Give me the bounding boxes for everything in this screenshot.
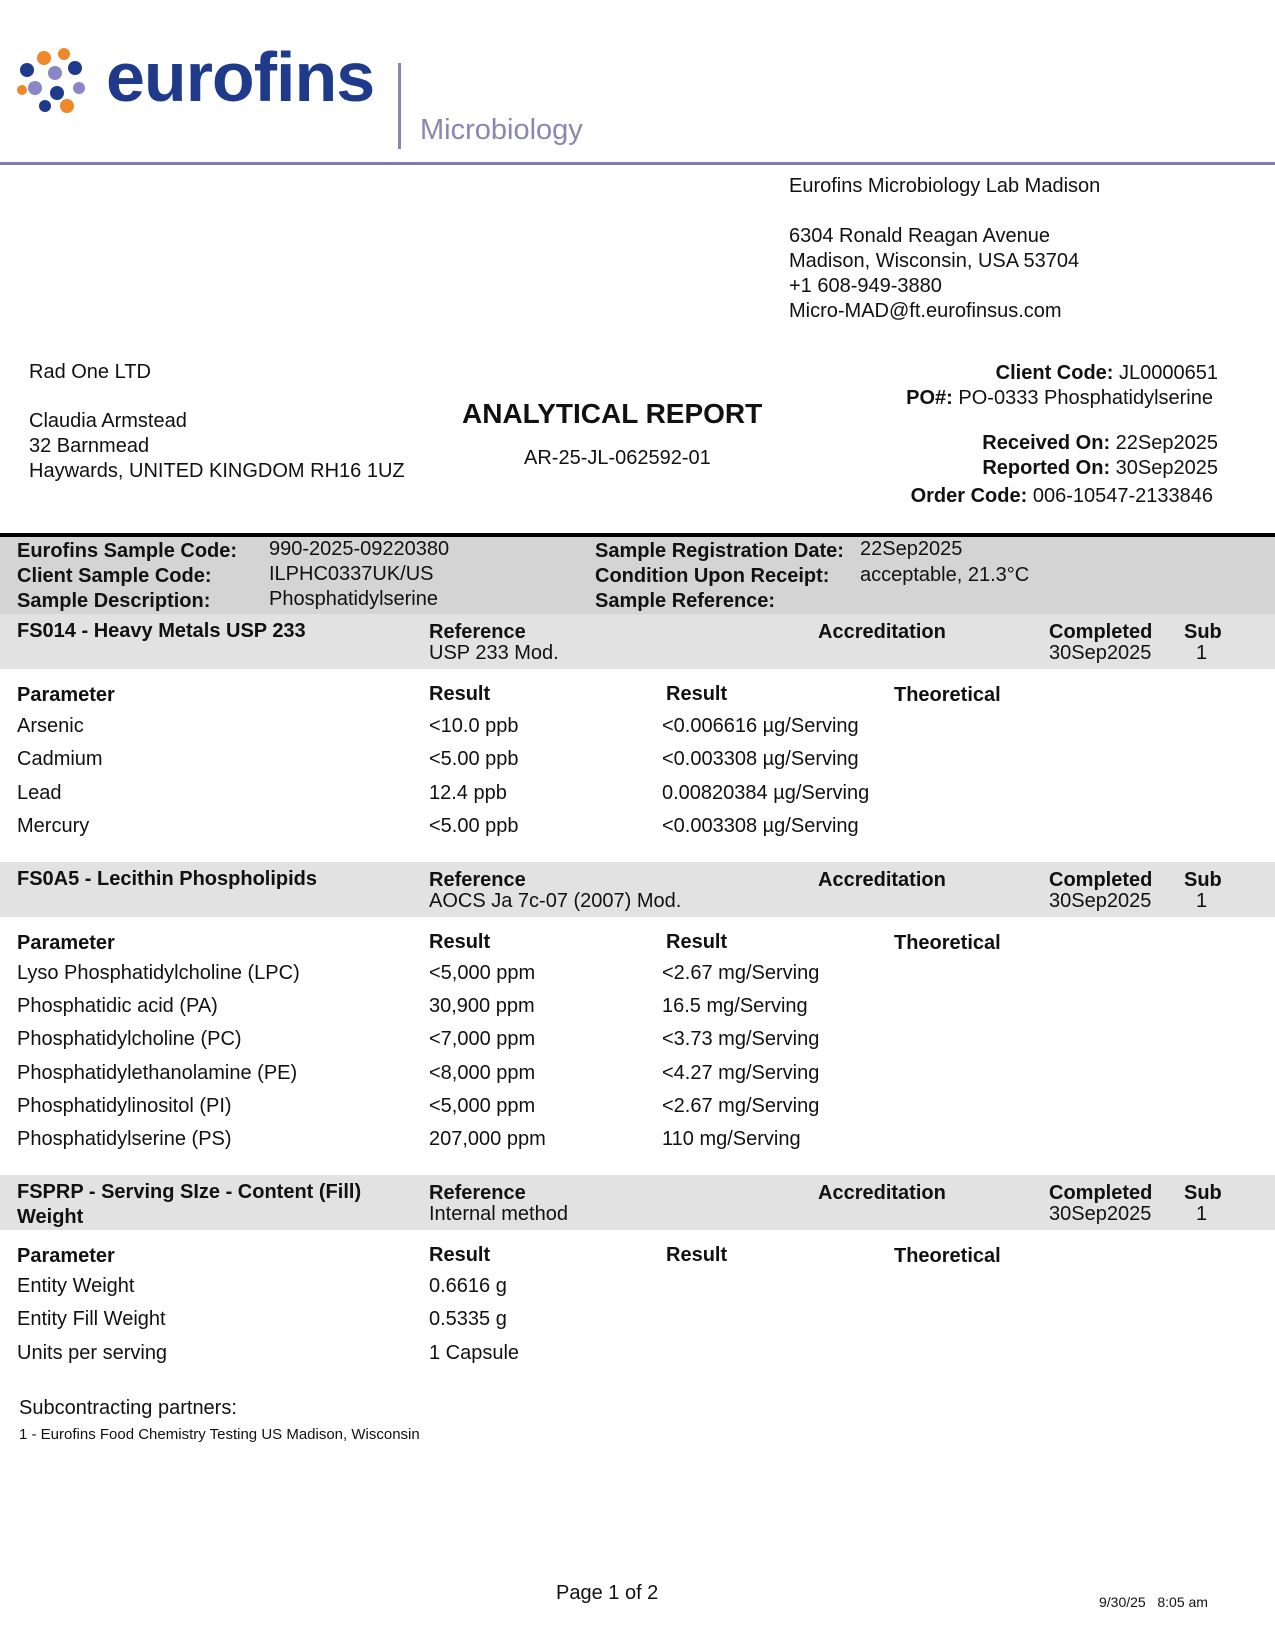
table-row-parameter: Lyso Phosphatidylcholine (LPC) bbox=[17, 962, 300, 984]
po-label: PO#: bbox=[906, 387, 953, 409]
client-code-value: JL0000651 bbox=[1119, 362, 1218, 384]
table-row-parameter: Units per serving bbox=[17, 1342, 168, 1364]
section-title-line1: FSPRP - Serving SIze - Content (Fill) bbox=[17, 1181, 362, 1203]
sample-description-value: Phosphatidylserine bbox=[269, 588, 438, 610]
lab-address-line2: Madison, Wisconsin, USA 53704 bbox=[789, 250, 1080, 272]
section-title-line2: Weight bbox=[17, 1206, 84, 1228]
report-title: ANALYTICAL REPORT bbox=[462, 398, 763, 429]
sub-header: Sub bbox=[1184, 621, 1222, 643]
order-code-line bbox=[911, 485, 1213, 508]
sub-header: Sub bbox=[1184, 869, 1222, 891]
section-title: FS014 - Heavy Metals USP 233 bbox=[17, 620, 306, 642]
table-row-result: <10.0 ppb bbox=[429, 715, 519, 737]
parameter-header: Parameter bbox=[17, 1245, 115, 1267]
table-row-result2: 110 mg/Serving bbox=[662, 1128, 801, 1150]
order-code-label: Order Code: bbox=[910, 485, 1028, 507]
table-row-result2: <2.67 mg/Serving bbox=[662, 1095, 820, 1117]
table-row-result2: 0.00820384 µg/Serving bbox=[662, 782, 870, 804]
reported-line bbox=[982, 457, 1218, 480]
result2-header: Result bbox=[666, 1244, 728, 1266]
lab-address-line1: 6304 Ronald Reagan Avenue bbox=[789, 225, 1050, 247]
reference-value: USP 233 Mod. bbox=[429, 642, 559, 664]
table-row-parameter: Phosphatidic acid (PA) bbox=[17, 995, 218, 1017]
table-row-result: 0.5335 g bbox=[429, 1308, 507, 1330]
reference-header: Reference bbox=[429, 869, 526, 891]
eurofins-sample-code-label: Eurofins Sample Code: bbox=[17, 540, 238, 562]
condition-label: Condition Upon Receipt: bbox=[595, 565, 830, 587]
table-row-result2: <2.67 mg/Serving bbox=[662, 962, 820, 984]
accreditation-header: Accreditation bbox=[818, 869, 946, 891]
completed-header: Completed bbox=[1049, 869, 1153, 891]
client-contact: Claudia Armstead bbox=[29, 410, 187, 432]
order-code-value: 006-10547-2133846 bbox=[1032, 485, 1213, 507]
table-row-parameter: Phosphatidylserine (PS) bbox=[17, 1128, 232, 1150]
lab-email[interactable]: Micro-MAD@ft.eurofinsus.com bbox=[789, 300, 1062, 322]
table-row-parameter: Entity Weight bbox=[17, 1275, 135, 1297]
client-sample-code-value: ILPHC0337UK/US bbox=[269, 563, 434, 585]
table-row-result2: <0.006616 µg/Serving bbox=[662, 715, 859, 737]
table-row-parameter: Phosphatidylcholine (PC) bbox=[17, 1028, 242, 1050]
completed-header: Completed bbox=[1049, 621, 1153, 643]
theoretical-header: Theoretical bbox=[894, 932, 1001, 954]
result-header: Result bbox=[429, 931, 491, 953]
table-row-result2: <3.73 mg/Serving bbox=[662, 1028, 820, 1050]
result-header: Result bbox=[429, 1244, 491, 1266]
reference-header: Reference bbox=[429, 1182, 526, 1204]
sub-value: 1 bbox=[1196, 1203, 1208, 1225]
client-sample-code-label: Client Sample Code: bbox=[17, 565, 212, 587]
table-row-parameter: Lead bbox=[17, 782, 62, 804]
lab-phone: +1 608-949-3880 bbox=[789, 275, 942, 297]
sub-value: 1 bbox=[1196, 642, 1208, 664]
received-label: Received On: bbox=[982, 432, 1111, 454]
page-number: Page 1 of 2 bbox=[556, 1582, 659, 1604]
table-row-result: 0.6616 g bbox=[429, 1275, 507, 1297]
parameter-header: Parameter bbox=[17, 932, 115, 954]
logo-separator bbox=[398, 63, 401, 149]
reference-value: AOCS Ja 7c-07 (2007) Mod. bbox=[429, 890, 682, 912]
table-row-result: 12.4 ppb bbox=[429, 782, 507, 804]
table-row-parameter: Phosphatidylinositol (PI) bbox=[17, 1095, 232, 1117]
table-row-parameter: Cadmium bbox=[17, 748, 103, 770]
result2-header: Result bbox=[666, 931, 728, 953]
registration-date-value: 22Sep2025 bbox=[860, 538, 963, 560]
lab-name: Eurofins Microbiology Lab Madison bbox=[789, 175, 1101, 197]
sub-value: 1 bbox=[1196, 890, 1208, 912]
table-row-result: <7,000 ppm bbox=[429, 1028, 536, 1050]
po-value: PO-0333 Phosphatidylserine bbox=[958, 387, 1213, 409]
section-title: FS0A5 - Lecithin Phospholipids bbox=[17, 868, 318, 890]
completed-value: 30Sep2025 bbox=[1049, 890, 1152, 912]
client-code-label: Client Code: bbox=[995, 362, 1114, 384]
table-row-result: <8,000 ppm bbox=[429, 1062, 536, 1084]
completed-header: Completed bbox=[1049, 1182, 1153, 1204]
condition-value: acceptable, 21.3°C bbox=[860, 564, 1030, 586]
reference-header: Reference bbox=[429, 621, 526, 643]
table-row-result: 1 Capsule bbox=[429, 1342, 520, 1364]
table-row-result2: <0.003308 µg/Serving bbox=[662, 815, 859, 837]
subcontracting-partner: 1 - Eurofins Food Chemistry Testing US Madison, Wisconsin bbox=[19, 1426, 420, 1443]
client-code-line bbox=[996, 362, 1218, 385]
sample-reference-label: Sample Reference: bbox=[595, 590, 776, 612]
accreditation-header: Accreditation bbox=[818, 621, 946, 643]
received-line bbox=[982, 432, 1218, 455]
table-row-parameter: Entity Fill Weight bbox=[17, 1308, 166, 1330]
theoretical-header: Theoretical bbox=[894, 684, 1001, 706]
accreditation-header: Accreditation bbox=[818, 1182, 946, 1204]
parameter-header: Parameter bbox=[17, 684, 115, 706]
print-timestamp: 9/30/25 8:05 am bbox=[1099, 1594, 1208, 1610]
theoretical-header: Theoretical bbox=[894, 1245, 1001, 1267]
client-company: Rad One LTD bbox=[29, 361, 151, 383]
sub-header: Sub bbox=[1184, 1182, 1222, 1204]
header-divider bbox=[0, 162, 1275, 165]
result-header: Result bbox=[429, 683, 491, 705]
table-row-parameter: Arsenic bbox=[17, 715, 84, 737]
eurofins-logo-mark bbox=[17, 48, 89, 116]
table-row-result: <5.00 ppb bbox=[429, 748, 519, 770]
table-row-parameter: Mercury bbox=[17, 815, 90, 837]
report-number: AR-25-JL-062592-01 bbox=[524, 447, 711, 469]
table-row-result2: <4.27 mg/Serving bbox=[662, 1062, 820, 1084]
table-row-result: <5,000 ppm bbox=[429, 962, 536, 984]
division-name: Microbiology bbox=[420, 114, 583, 146]
sample-description-label: Sample Description: bbox=[17, 590, 211, 612]
table-row-result: <5.00 ppb bbox=[429, 815, 519, 837]
completed-value: 30Sep2025 bbox=[1049, 642, 1152, 664]
client-city: Haywards, UNITED KINGDOM RH16 1UZ bbox=[29, 460, 405, 482]
table-row-parameter: Phosphatidylethanolamine (PE) bbox=[17, 1062, 298, 1084]
reported-label: Reported On: bbox=[982, 457, 1111, 479]
po-line bbox=[906, 387, 1213, 410]
client-street: 32 Barnmead bbox=[29, 435, 150, 457]
received-value: 22Sep2025 bbox=[1115, 432, 1218, 454]
table-row-result: 207,000 ppm bbox=[429, 1128, 546, 1150]
reference-value: Internal method bbox=[429, 1203, 568, 1225]
table-row-result: <5,000 ppm bbox=[429, 1095, 536, 1117]
completed-value: 30Sep2025 bbox=[1049, 1203, 1152, 1225]
registration-date-label: Sample Registration Date: bbox=[595, 540, 844, 562]
table-row-result2: 16.5 mg/Serving bbox=[662, 995, 808, 1017]
table-row-result2: <0.003308 µg/Serving bbox=[662, 748, 859, 770]
reported-value: 30Sep2025 bbox=[1115, 457, 1218, 479]
result2-header: Result bbox=[666, 683, 728, 705]
table-row-result: 30,900 ppm bbox=[429, 995, 535, 1017]
eurofins-sample-code-value: 990-2025-09220380 bbox=[269, 538, 450, 560]
subcontracting-title: Subcontracting partners: bbox=[19, 1397, 237, 1419]
logo-wordmark: eurofins bbox=[106, 38, 375, 116]
